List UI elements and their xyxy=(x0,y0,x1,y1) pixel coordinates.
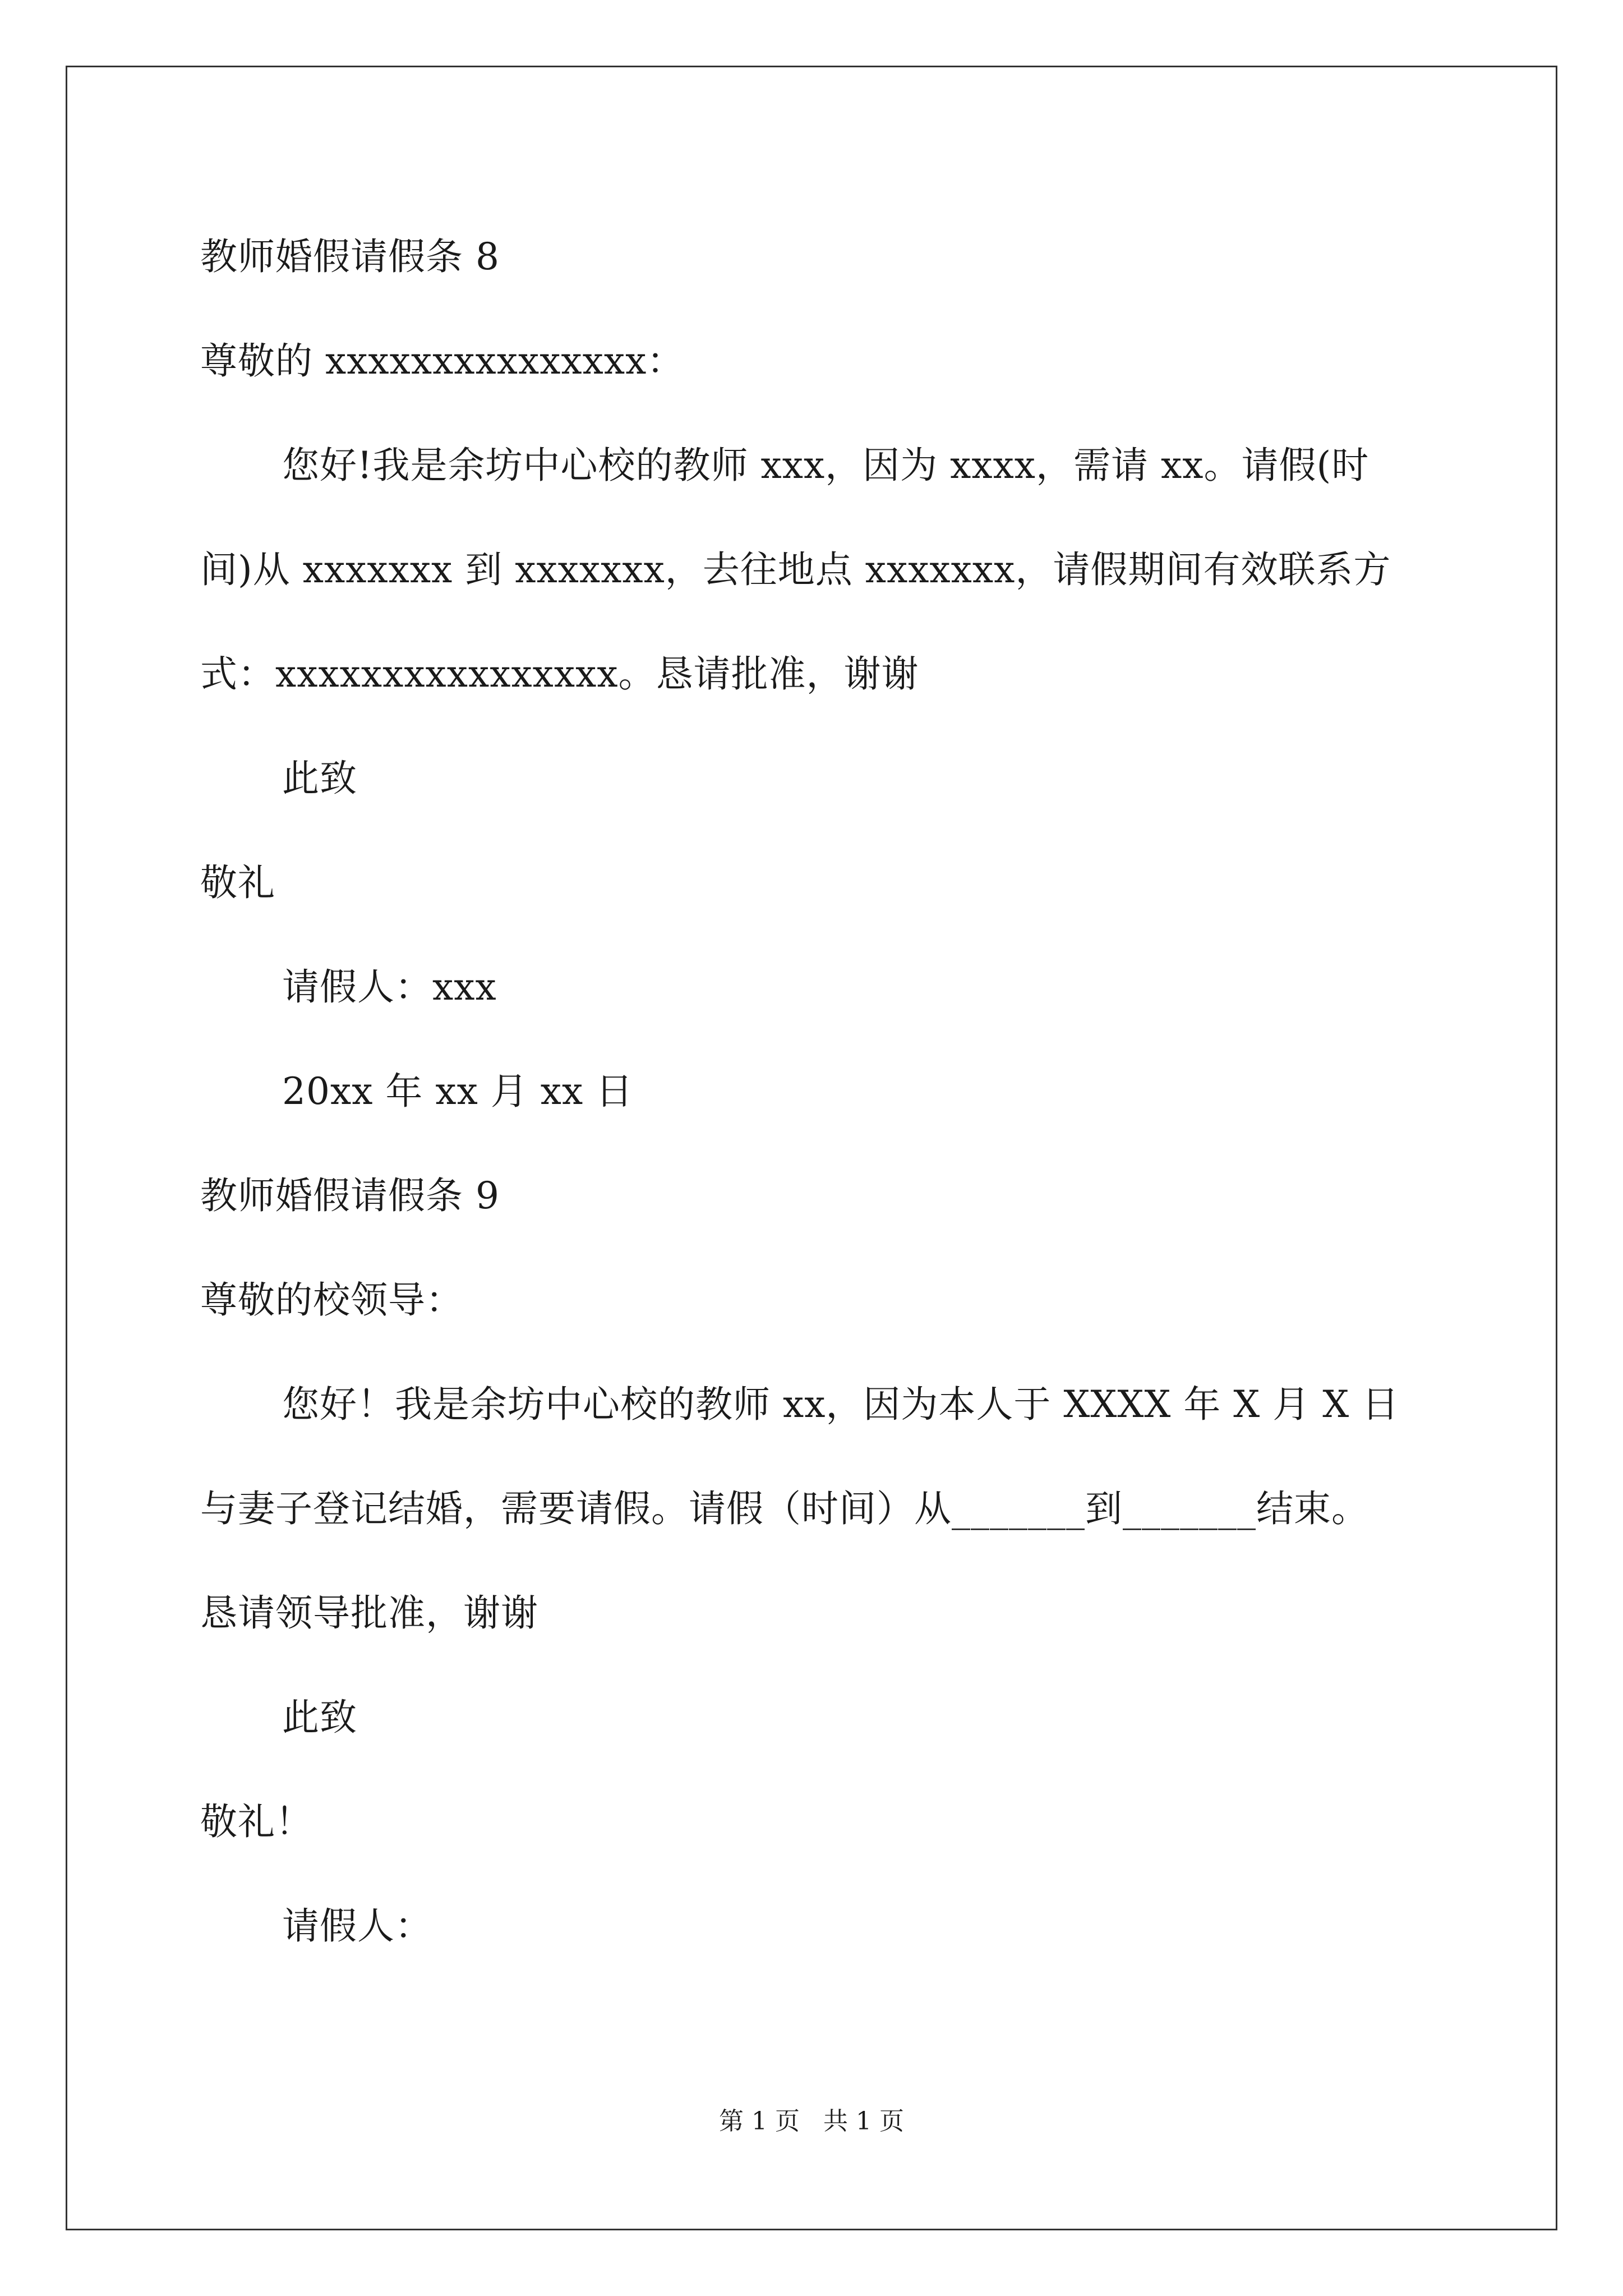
body-paragraph-line: 与妻子登记结婚，需要请假。请假（时间）从_______到_______结束。 xyxy=(200,1487,1369,1530)
body-paragraph-line: 恳请领导批准，谢谢 xyxy=(200,1591,538,1635)
applicant-signature: 请假人： xyxy=(282,1904,432,1948)
body-paragraph-line: 式：xxxxxxxxxxxxxxxx。恳请批准，谢谢 xyxy=(200,652,919,696)
applicant-signature: 请假人：xxx xyxy=(282,965,497,1009)
body-paragraph-line: 您好！我是余坊中心校的教师 xx，因为本人于 XXXX 年 X 月 X 日 xyxy=(282,1383,1400,1426)
closing-phrase: 此致 xyxy=(282,1696,357,1739)
salutation: 尊敬的 xxxxxxxxxxxxxxx： xyxy=(200,339,685,383)
heading-leave-note-8: 教师婚假请假条 8 xyxy=(200,235,500,278)
body-paragraph-line: 间)从 xxxxxxx 到 xxxxxxx，去往地点 xxxxxxx，请假期间有效联系方 xyxy=(200,548,1391,591)
body-paragraph-line: 您好!我是余坊中心校的教师 xxx，因为 xxxx，需请 xx。请假(时 xyxy=(282,444,1370,487)
closing-regards: 敬礼 xyxy=(200,861,275,904)
salutation: 尊敬的校领导： xyxy=(200,1278,463,1322)
date-line: 20xx 年 xx 月 xx 日 xyxy=(282,1070,634,1113)
heading-leave-note-9: 教师婚假请假条 9 xyxy=(200,1174,500,1217)
page-number-footer: 第 1 页 共 1 页 xyxy=(719,2107,904,2136)
closing-regards: 敬礼！ xyxy=(200,1800,313,1843)
closing-phrase: 此致 xyxy=(282,757,357,800)
